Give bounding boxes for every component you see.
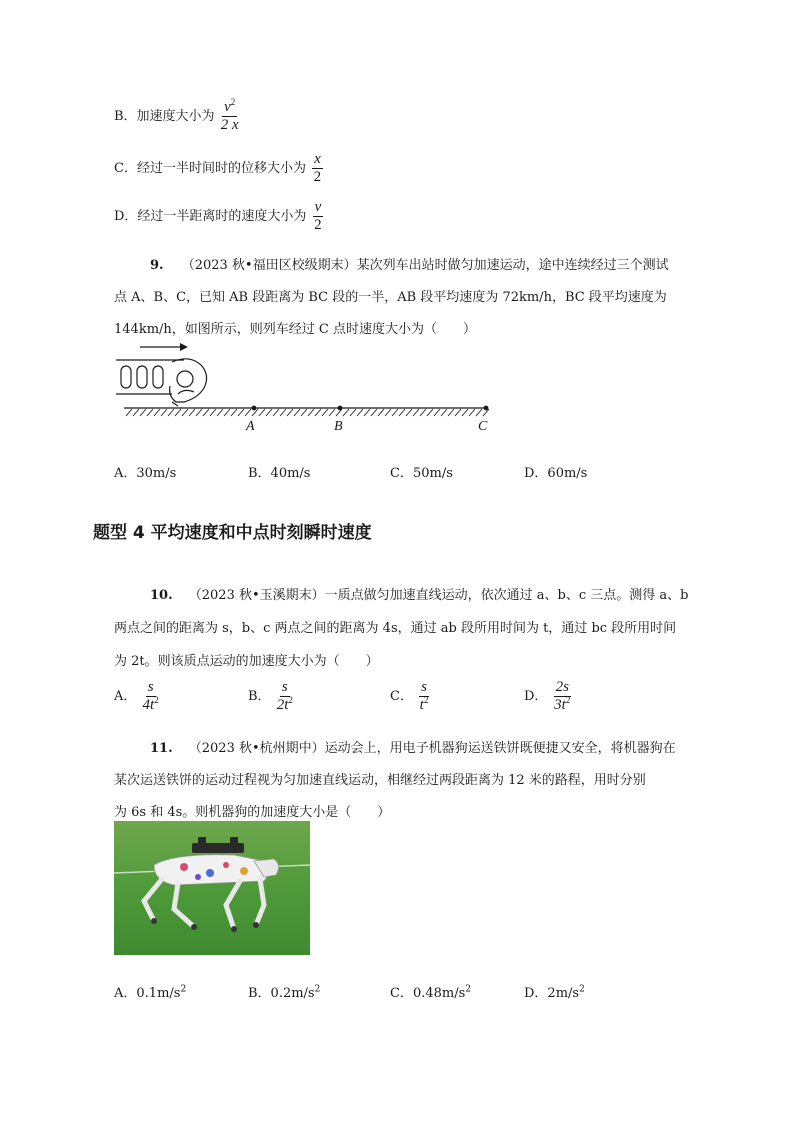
q10-c-denominator: t xyxy=(419,697,424,713)
q10-b-denominator: 2t xyxy=(276,697,289,713)
q10-option-a-fraction xyxy=(143,680,159,713)
q10-text-1: （2023 秋•玉溪期末）一质点做匀加速直线运动，依次通过 a、b、c 三点。测得 a、b xyxy=(188,588,689,603)
q11-option-c xyxy=(390,982,471,1001)
q10-option-a xyxy=(114,680,159,713)
q8-c-denominator: 2 xyxy=(313,169,322,185)
q10-option-b-label: B． xyxy=(248,689,271,704)
q10-option-a-label: A． xyxy=(114,689,137,704)
q8-d-numerator: v xyxy=(314,199,322,215)
q8-b-numerator: v xyxy=(224,99,231,115)
q8-option-c-fraction xyxy=(312,152,323,185)
q10-line-1 xyxy=(150,584,688,603)
q9-text-1: （2023 秋•福田区校级期末）某次列车出站时做匀加速运动，途中连续经过三个测试 xyxy=(181,258,669,273)
q11-option-a-sup: 2 xyxy=(180,984,187,995)
q8-b-denominator: 2 x xyxy=(220,117,239,133)
q10-b-numerator: s xyxy=(281,679,288,695)
ground-hatch xyxy=(126,409,489,416)
q11-option-b-sup: 2 xyxy=(314,984,321,995)
train-icon xyxy=(116,359,207,406)
q10-a-denominator-sup: 2 xyxy=(154,695,159,705)
point-b-dot xyxy=(338,406,343,411)
q8-option-b-text: B．加速度大小为 xyxy=(114,109,215,124)
q8-option-b xyxy=(114,97,239,133)
q11-line-1 xyxy=(150,737,676,756)
q11-option-c-text: C．0.48m/s xyxy=(390,986,466,1001)
q11-option-b-text: B．0.2m/s xyxy=(248,986,315,1001)
q11-option-d-text: D．2m/s xyxy=(524,986,580,1001)
q10-number: 10. xyxy=(150,588,173,603)
q10-c-numerator: s xyxy=(421,679,427,695)
q9-line-2: 点 A、B、C，已知 AB 段距离为 BC 段的一半，AB 段平均速度为 72km/h，BC 段平均速度为 xyxy=(114,290,667,305)
q11-option-d-sup: 2 xyxy=(579,984,585,995)
q11-line-3: 为 6s 和 4s。则机器狗的加速度大小是（ ） xyxy=(114,805,391,820)
q10-option-c-label: C． xyxy=(390,689,413,704)
q10-option-b-fraction xyxy=(277,680,293,713)
q11-text-1: （2023 秋•杭州期中）运动会上，用电子机器狗运送铁饼既便捷又安全，将机器狗在 xyxy=(188,741,676,756)
q9-option-a: A．30m/s xyxy=(114,466,177,481)
q8-option-c-text: C．经过一半时间时的位移大小为 xyxy=(114,161,306,176)
q10-line-2: 两点之间的距离为 s，b、c 两点之间的距离为 4s，通过 ab 段所用时间为 t，通过 bc 段所用时间 xyxy=(114,621,677,636)
q11-option-c-sup: 2 xyxy=(465,984,472,995)
q10-a-denominator: 4t xyxy=(142,697,155,713)
q9-line-1 xyxy=(150,254,669,273)
q9-number: 9. xyxy=(150,258,164,273)
q8-option-c xyxy=(114,152,323,185)
q9-line-3: 144km/h，如图所示，则列车经过 C 点时速度大小为（ ） xyxy=(114,322,476,337)
q11-number: 11. xyxy=(150,741,173,756)
q9-option-d: D．60m/s xyxy=(524,466,588,481)
q10-option-d-fraction xyxy=(554,680,571,713)
q9-option-c: C．50m/s xyxy=(390,466,453,481)
q8-option-d-text: D．经过一半距离时的速度大小为 xyxy=(114,209,307,224)
point-a-label: A xyxy=(246,419,255,434)
point-b-label: B xyxy=(334,419,343,434)
q10-a-numerator: s xyxy=(147,679,154,695)
robot-dog-photo xyxy=(114,821,310,955)
q8-option-d-fraction xyxy=(313,200,324,233)
q11-option-a-text: A．0.1m/s xyxy=(114,986,181,1001)
q10-option-d-label: D． xyxy=(524,689,548,704)
q10-d-denominator-sup: 2 xyxy=(565,695,571,705)
section-heading: 题型 4 平均速度和中点时刻瞬时速度 xyxy=(93,523,372,543)
q11-option-a xyxy=(114,982,186,1001)
q9-option-b: B．40m/s xyxy=(248,466,311,481)
point-c-label: C xyxy=(478,419,488,434)
q8-d-denominator: 2 xyxy=(314,217,322,233)
q10-option-c-fraction xyxy=(419,680,429,713)
q11-option-d xyxy=(524,982,585,1001)
q10-d-numerator: 2s xyxy=(555,679,569,695)
q10-line-3: 为 2t。则该质点运动的加速度大小为（ ） xyxy=(114,654,379,669)
q11-line-2: 某次运送铁饼的运动过程视为匀加速直线运动，相继经过两段距离为 12 米的路程，用时分别 xyxy=(114,773,646,788)
point-a-dot xyxy=(252,406,257,411)
q11-option-b xyxy=(248,982,320,1001)
q8-c-numerator: x xyxy=(314,151,321,167)
q10-c-denominator-sup: 2 xyxy=(423,695,429,705)
q10-d-denominator: 3t xyxy=(554,697,566,713)
q10-option-d xyxy=(524,680,571,713)
point-c-dot xyxy=(484,406,489,411)
q8-option-b-fraction xyxy=(220,97,239,133)
q10-option-c xyxy=(390,680,429,713)
motion-arrow-icon xyxy=(140,343,188,351)
q8-option-d xyxy=(114,200,323,233)
q9-train-figure xyxy=(112,336,502,436)
q10-option-b xyxy=(248,680,293,713)
q8-b-numerator-sup: 2 xyxy=(230,97,236,107)
q10-b-denominator-sup: 2 xyxy=(288,695,293,705)
